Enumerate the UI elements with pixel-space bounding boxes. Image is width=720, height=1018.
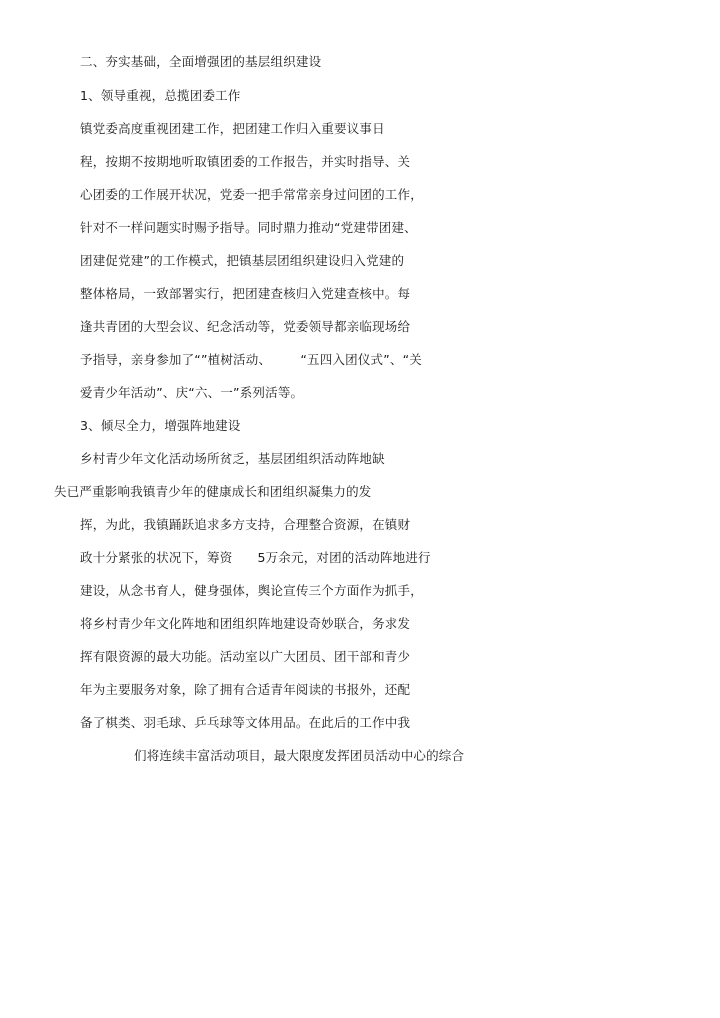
- subsection-heading: 1、领导重视，总揽团委工作: [80, 88, 241, 103]
- paragraph-line: 予指导，亲身参加了“”植树活动、 “五四入团仪式”、“关: [80, 352, 422, 367]
- paragraph-line: 备了棋类、羽毛球、乒乓球等文体用品。在此后的工作中我: [80, 715, 411, 730]
- paragraph-line: 失已严重影响我镇青少年的健康成长和团组织凝集力的发: [54, 484, 372, 499]
- paragraph-line: 针对不一样问题实时赐予指导。同时鼎力推动“党建带团建、: [80, 220, 417, 235]
- paragraph-line: 乡村青少年文化活动场所贫乏，基层团组织活动阵地缺: [80, 451, 385, 466]
- section-heading: 二、夯实基础，全面增强团的基层组织建设: [80, 54, 322, 69]
- subsection-heading: 3、倾尽全力，增强阵地建设: [80, 418, 241, 433]
- paragraph-line: 团建促党建”的工作模式，把镇基层团组织建设归入党建的: [80, 253, 405, 268]
- paragraph-line: 爱青少年活动”、庆“六、一”系列活等。: [80, 385, 304, 400]
- paragraph-line: 年为主要服务对象，除了拥有合适青年阅读的书报外，还配: [80, 682, 411, 697]
- paragraph-line: 心团委的工作展开状况，党委一把手常常亲身过问团的工作，: [80, 187, 423, 202]
- paragraph-line: 挥有限资源的最大功能。活动室以广大团员、团干部和青少: [80, 649, 411, 664]
- paragraph-line: 将乡村青少年文化阵地和团组织阵地建设奇妙联合，务求发: [80, 616, 411, 631]
- paragraph-line: 挥，为此，我镇踊跃追求多方支持，合理整合资源，在镇财: [80, 517, 411, 532]
- paragraph-line: 建设，从念书育人，健身强体，舆论宣传三个方面作为抓手，: [80, 583, 423, 598]
- paragraph-line: 镇党委高度重视团建工作，把团建工作归入重要议事日: [80, 121, 385, 136]
- paragraph-line: 整体格局，一致部署实行，把团建查核归入党建查核中。每: [80, 286, 411, 301]
- paragraph-line: 政十分紧张的状况下，筹资 5万余元，对团的活动阵地进行: [80, 550, 431, 565]
- paragraph-line: 程，按期不按期地听取镇团委的工作报告，并实时指导、关: [80, 154, 411, 169]
- paragraph-line: 逢共青团的大型会议、纪念活动等，党委领导都亲临现场给: [80, 319, 411, 334]
- paragraph-line: 们将连续丰富活动项目，最大限度发挥团员活动中心的综合: [134, 748, 465, 763]
